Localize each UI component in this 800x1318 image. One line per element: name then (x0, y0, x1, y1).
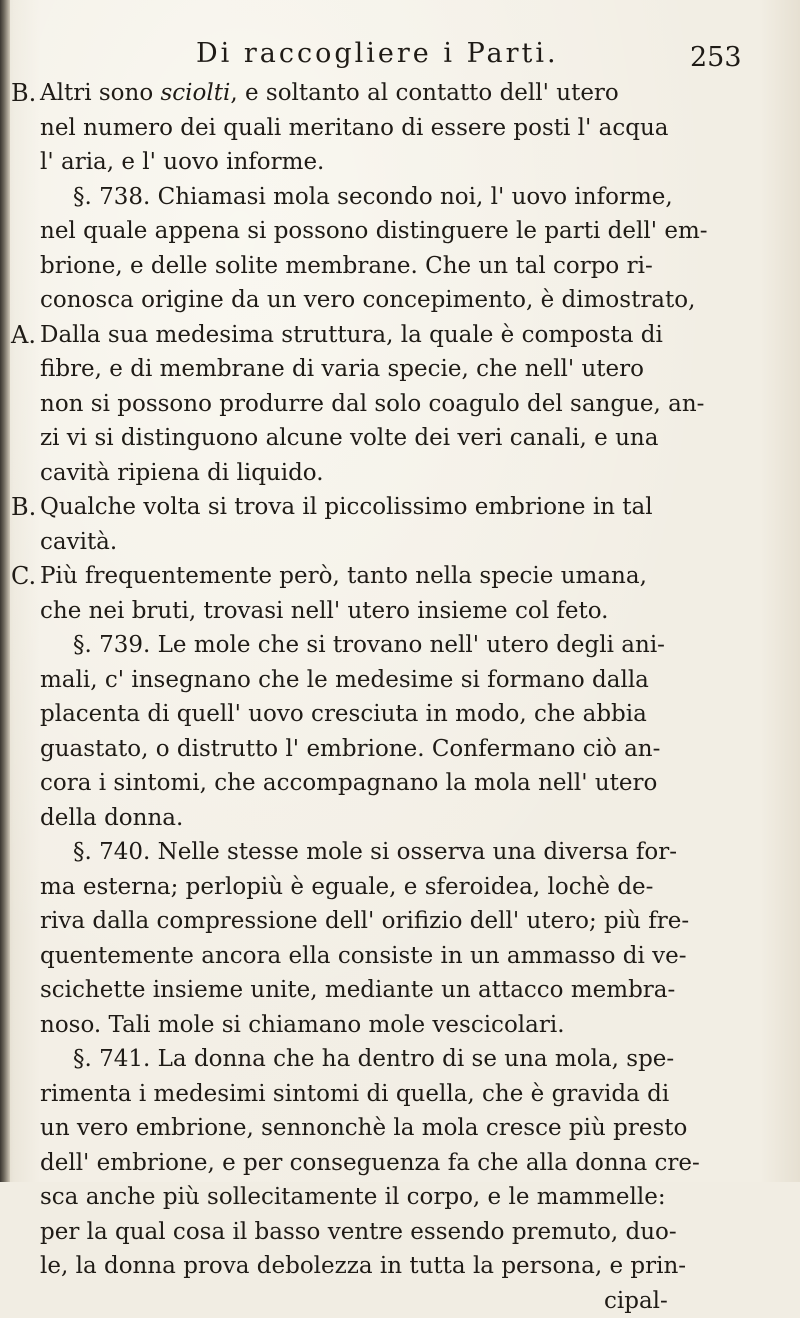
running-title: Di raccogliere i Parti. (196, 38, 559, 69)
text-line (0, 1042, 800, 1077)
text-line (0, 1111, 800, 1146)
margin-marker: A. (11, 318, 36, 353)
text-line (0, 249, 800, 284)
line-text: ma esterna; perlopiù è eguale, e sferoidea, lochè de- (40, 870, 653, 905)
line-text: per la qual cosa il basso ventre essendo premuto, duo- (40, 1215, 677, 1250)
line-text: cavità ripiena di liquido. (40, 456, 324, 491)
line-text: §. 738. Chiamasi mola secondo noi, l' uovo informe, (73, 180, 673, 215)
margin-marker: B. (11, 76, 36, 111)
text-line (0, 145, 800, 180)
text-line (0, 490, 800, 525)
text-line (0, 904, 800, 939)
text-line (0, 456, 800, 491)
line-text: riva dalla compressione dell' orifizio dell' utero; più fre- (40, 904, 689, 939)
line-text: placenta di quell' uovo cresciuta in modo, che abbia (40, 697, 647, 732)
line-text: cavità. (40, 525, 117, 560)
line-text: noso. Tali mole si chiamano mole vescicolari. (40, 1008, 565, 1043)
text-line (0, 1008, 800, 1043)
text-line (0, 628, 800, 663)
text-segment: , e soltanto al contatto dell' utero (230, 80, 618, 106)
line-text: §. 740. Nelle stesse mole si osserva una diversa for- (73, 835, 677, 870)
line-text: zi vi si distinguono alcune volte dei veri canali, e una (40, 421, 658, 456)
text-line (0, 1180, 800, 1215)
line-text: quentemente ancora ella consiste in un ammasso di ve- (40, 939, 687, 974)
page-header (0, 34, 800, 74)
line-text: le, la donna prova debolezza in tutta la persona, e prin- (40, 1249, 686, 1284)
text-segment: Altri sono (40, 80, 161, 106)
line-text: nel quale appena si possono distinguere le parti dell' em- (40, 214, 708, 249)
line-text: Qualche volta si trova il piccolissimo embrione in tal (40, 490, 653, 525)
text-line (0, 318, 800, 353)
text-line (0, 766, 800, 801)
line-text: che nei bruti, trovasi nell' utero insieme col feto. (40, 594, 609, 629)
line-text: non si possono produrre dal solo coagulo del sangue, an- (40, 387, 704, 422)
text-line (0, 283, 800, 318)
text-line (0, 801, 800, 836)
line-text: Dalla sua medesima struttura, la quale è composta di (40, 318, 663, 353)
text-segment: sciolti (161, 80, 231, 106)
text-line (0, 663, 800, 698)
text-line (0, 870, 800, 905)
line-text: Più frequentemente però, tanto nella specie umana, (40, 559, 647, 594)
line-text: della donna. (40, 801, 183, 836)
line-text: mali, c' insegnano che le medesime si formano dalla (40, 663, 649, 698)
text-line (0, 594, 800, 629)
text-line (0, 1146, 800, 1181)
margin-marker: B. (11, 490, 36, 525)
line-text: guastato, o distrutto l' embrione. Confermano ciò an- (40, 732, 660, 767)
line-text (40, 76, 619, 111)
line-text: rimenta i medesimi sintomi di quella, che è gravida di (40, 1077, 669, 1112)
text-line (0, 1249, 800, 1284)
text-line (0, 732, 800, 767)
text-line (0, 1215, 800, 1250)
text-line (0, 525, 800, 560)
text-line (0, 352, 800, 387)
line-text: fibre, e di membrane di varia specie, che nell' utero (40, 352, 644, 387)
catchword: cipal- (604, 1284, 668, 1318)
text-line (0, 697, 800, 732)
text-line (0, 939, 800, 974)
margin-marker: C. (11, 559, 36, 594)
page-number: 253 (690, 42, 742, 73)
text-line (0, 111, 800, 146)
line-text: §. 739. Le mole che si trovano nell' utero degli ani- (73, 628, 665, 663)
line-text: conosca origine da un vero concepimento, è dimostrato, (40, 283, 695, 318)
body-text (0, 76, 800, 1318)
line-text: §. 741. La donna che ha dentro di se una mola, spe- (73, 1042, 674, 1077)
text-line (0, 973, 800, 1008)
text-line (0, 214, 800, 249)
line-text: brione, e delle solite membrane. Che un tal corpo ri- (40, 249, 653, 284)
line-text: nel numero dei quali meritano di essere posti l' acqua (40, 111, 669, 146)
line-text: dell' embrione, e per conseguenza fa che alla donna cre- (40, 1146, 700, 1181)
line-text: scichette insieme unite, mediante un attacco membra- (40, 973, 675, 1008)
text-line (0, 180, 800, 215)
line-text: sca anche più sollecitamente il corpo, e le mammelle: (40, 1180, 666, 1215)
text-line (0, 421, 800, 456)
line-text: cora i sintomi, che accompagnano la mola nell' utero (40, 766, 657, 801)
line-text: un vero embrione, sennonchè la mola cresce più presto (40, 1111, 687, 1146)
text-line (0, 387, 800, 422)
line-text: l' aria, e l' uovo informe. (40, 145, 324, 180)
text-line (0, 559, 800, 594)
text-line (0, 835, 800, 870)
text-line (0, 1077, 800, 1112)
text-line (0, 1284, 800, 1318)
text-line (0, 76, 800, 111)
